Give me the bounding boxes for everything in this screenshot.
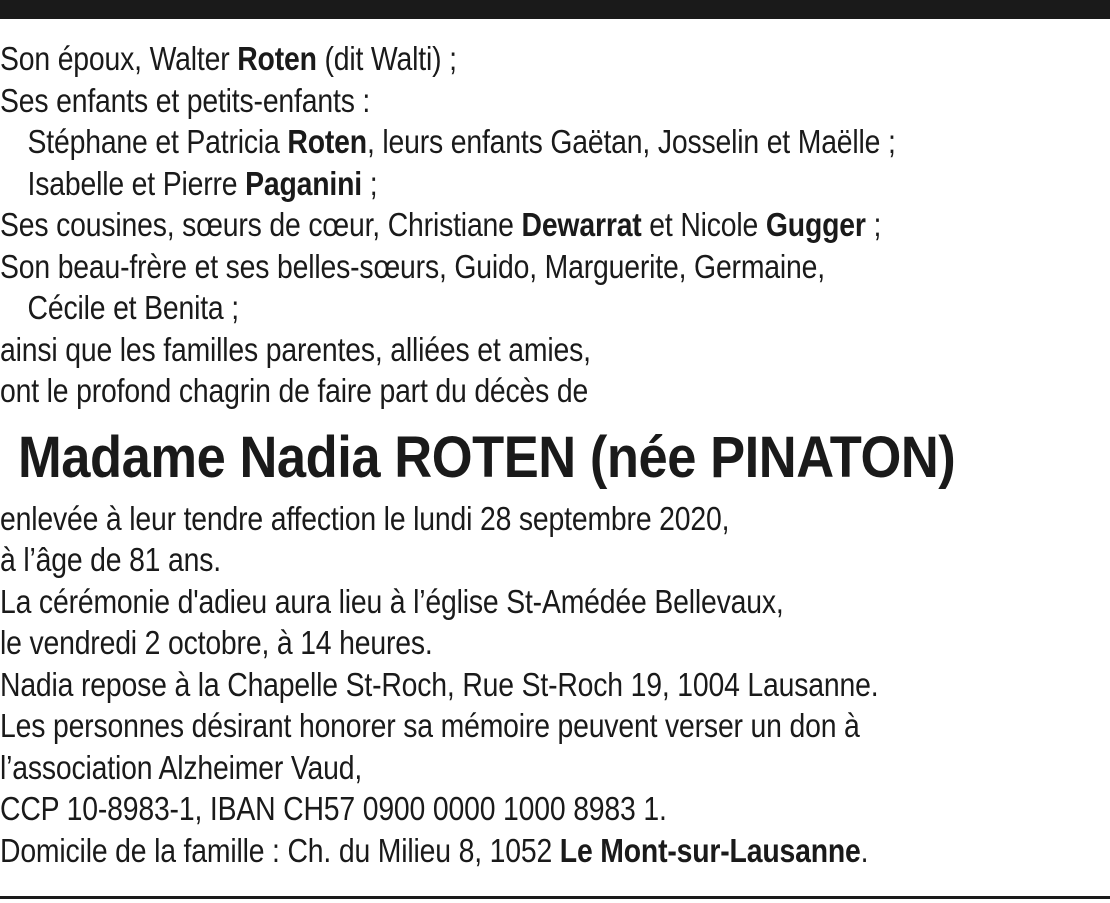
inlaws-line-1: Son beau-frère et ses belles-sœurs, Guido, Marguerite, Germaine, (0, 247, 825, 285)
relatives-line: ainsi que les familles parentes, alliées et amies, (0, 330, 591, 368)
domicile-suffix: . (860, 831, 869, 869)
domicile-place: Le Mont-sur-Lausanne (559, 831, 861, 869)
children-intro: Ses enfants et petits-enfants : (0, 81, 371, 119)
domicile-text: Domicile de la famille : Ch. du Milieu 8, 1052 (0, 831, 560, 869)
cousin1-surname: Dewarrat (521, 206, 642, 243)
child2-text: Isabelle et Pierre (27, 164, 246, 202)
child1-text: Stéphane et Patricia (27, 123, 288, 160)
announcement-line: ont le profond chagrin de faire part du décès de (0, 372, 589, 409)
spouse-line (0, 38, 955, 80)
spouse-text: Son époux, Walter (0, 40, 238, 77)
child1-surname: Roten (287, 123, 367, 160)
bottom-rule (0, 896, 1110, 899)
detail-line-2: à l’âge de 81 ans. (0, 541, 221, 578)
cousins-text: Ses cousines, sœurs de cœur, Christiane (0, 206, 522, 243)
cousin2-surname: Gugger (765, 206, 866, 243)
deceased-name: Madame Nadia ROTEN (née PINATON) (18, 424, 956, 490)
inlaws-line-2: Cécile et Benita ; (27, 289, 239, 326)
detail-line-8: CCP 10-8983-1, IBAN CH57 0900 0000 1000 8983 1. (0, 790, 667, 827)
obituary-notice (0, 38, 1110, 871)
detail-line-1: enlevée à leur tendre affection le lundi 28 septembre 2020, (0, 499, 730, 537)
child2-suffix: ; (362, 164, 378, 202)
spouse-surname: Roten (237, 40, 317, 77)
child-line-1 (0, 121, 955, 163)
detail-line-5: Nadia repose à la Chapelle St-Roch, Rue St-Roch 19, 1004 Lausanne. (0, 665, 879, 703)
child1-suffix: , leurs enfants Gaëtan, Josselin et Maëlle ; (366, 123, 896, 160)
top-border-bar (0, 0, 1110, 19)
cousins-line (0, 204, 955, 246)
spouse-suffix: (dit Walti) ; (316, 40, 457, 77)
domicile-line (0, 830, 955, 872)
detail-line-3: La cérémonie d'adieu aura lieu à l’église St-Amédée Bellevaux, (0, 582, 784, 620)
detail-line-4: le vendredi 2 octobre, à 14 heures. (0, 624, 433, 661)
cousins-middle: et Nicole (641, 206, 766, 243)
detail-line-7: l’association Alzheimer Vaud, (0, 748, 363, 786)
child2-surname: Paganini (245, 164, 363, 202)
cousins-suffix: ; (865, 206, 882, 243)
child-line-2 (0, 163, 955, 205)
detail-line-6: Les personnes désirant honorer sa mémoire peuvent verser un don à (0, 707, 860, 744)
